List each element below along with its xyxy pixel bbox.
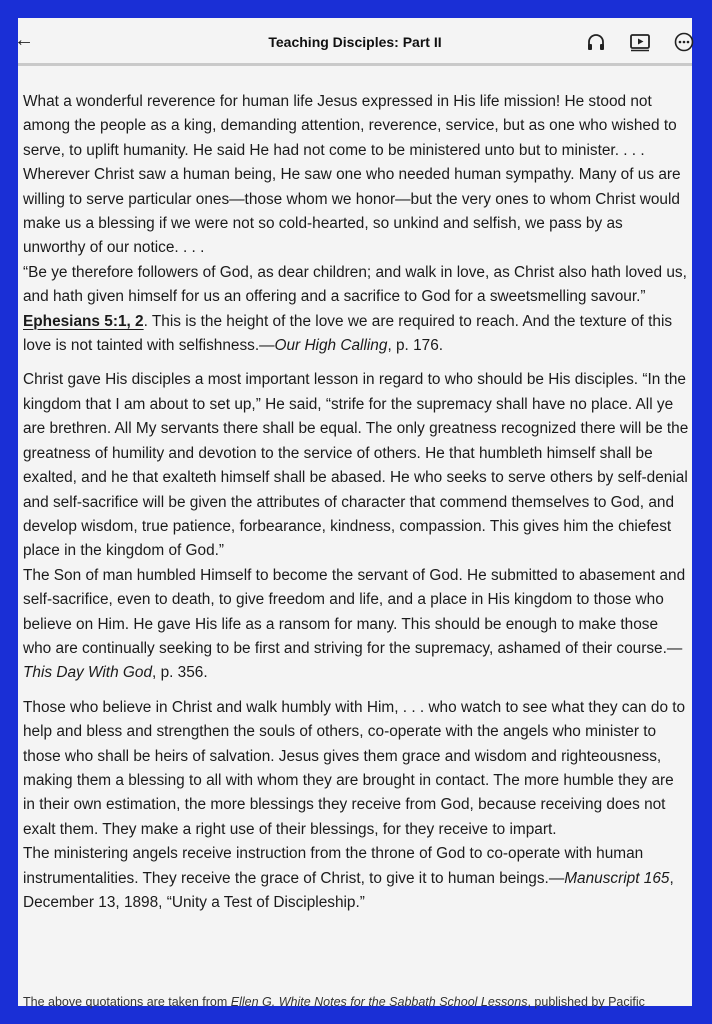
paragraph bbox=[23, 564, 689, 686]
footer-note bbox=[23, 994, 689, 1010]
source-title: This Day With God bbox=[23, 664, 153, 682]
footer-text: The above quotations are taken from bbox=[23, 995, 231, 1009]
back-arrow-icon[interactable]: ← bbox=[14, 29, 34, 51]
paragraph bbox=[23, 696, 689, 842]
scripture-reference-link[interactable]: Ephesians 5:1, 2 bbox=[23, 312, 144, 330]
reader-window bbox=[14, 18, 692, 1009]
paragraph-text: Christ gave His disciples a most important lesson in regard to who should be His disciples. “In the kingdom that I am about to set up,” He said, “strife for the supremacy shall have no place. All ye are brethren. All My servants there shall be equal. The only greatness recognized there will be the greatness of humility and devotion to the service of others. He that humbleth himself shall be exalted, and he that exalteth himself shall be abased. He who seeks to serve others by self-denial and self-sacrifice will be given the attributes of character that commend themselves to God, and develop wisdom, true patience, forbearance, kindness, compassion. This gives him the chiefest place in the kingdom of God.” bbox=[23, 371, 689, 560]
paragraph bbox=[23, 261, 689, 359]
footer-text: , published by Pacific bbox=[527, 995, 645, 1009]
paragraph bbox=[23, 368, 689, 563]
top-bar bbox=[14, 18, 692, 66]
source-page: , p. 176. bbox=[387, 337, 444, 355]
page-title: Teaching Disciples: Part II bbox=[268, 34, 442, 50]
footer-source: Ellen G. White Notes for the Sabbath School Lessons bbox=[230, 995, 528, 1009]
paragraph bbox=[23, 90, 689, 261]
paragraph-text: The Son of man humbled Himself to become the servant of God. He submitted to abasement and self-sacrifice, even to death, to give freedom and life, and a place in His kingdom to those who believe on Him. He gave His life as a ransom for many. This should be enough to make those who are continually seeking to be first and striving for the supremacy, ashamed of their course.— bbox=[23, 566, 686, 657]
paragraph-text: . This is the height of the love we are required to reach. And the texture of this love is not tainted with selfishness.— bbox=[23, 312, 673, 355]
more-options-icon[interactable] bbox=[673, 32, 695, 52]
paragraph-text: The ministering angels receive instruction from the throne of God to co-operate with human instrumentalities. They receive the grace of Christ, to give it to human beings.— bbox=[23, 845, 644, 887]
paragraph-text: “Be ye therefore followers of God, as dear children; and walk in love, as Christ also hath loved us, and hath given himself for us an offering and a sacrifice to God for a sweetsmelling savour.” bbox=[23, 263, 687, 306]
source-page: , December 13, 1898, “Unity a Test of Discipleship.” bbox=[23, 869, 674, 911]
source-title: Manuscript 165 bbox=[564, 869, 670, 887]
source-title: Our High Calling bbox=[274, 337, 388, 355]
reading-content bbox=[23, 90, 689, 915]
play-video-icon[interactable] bbox=[629, 32, 651, 52]
paragraph-text: What a wonderful reverence for human life Jesus expressed in His life mission! He stood not among the people as a king, demanding attention, reverence, service, but as one who wished to serve, to uplift humanity. He said He had not come to be ministered unto but to minister. . . . Wherever Christ saw a human being, He saw one who needed human sympathy. Many of us are willing to serve particular ones—those whom we honor—but the very ones to whom Christ would make us a blessing if we were not so cold-hearted, so unkind and selfish, we pass by as unworthy of our notice. . . . bbox=[23, 93, 681, 257]
source-page: , p. 356. bbox=[152, 664, 208, 682]
paragraph-text: Those who believe in Christ and walk humbly with Him, . . . who watch to see what they can do to help and bless and strengthen the souls of others, co-operate with the angels who minister to those who shall be heirs of salvation. Jesus gives them grace and wisdom and righteousness, making them a blessing to all with whom they are brought in contact. The more humble they are in their own estimation, the more blessings they receive from God, because receiving does not exalt them. They make a right use of their blessings, for they receive to impart. bbox=[23, 698, 686, 838]
paragraph bbox=[23, 842, 689, 915]
headphones-icon[interactable] bbox=[585, 32, 607, 52]
